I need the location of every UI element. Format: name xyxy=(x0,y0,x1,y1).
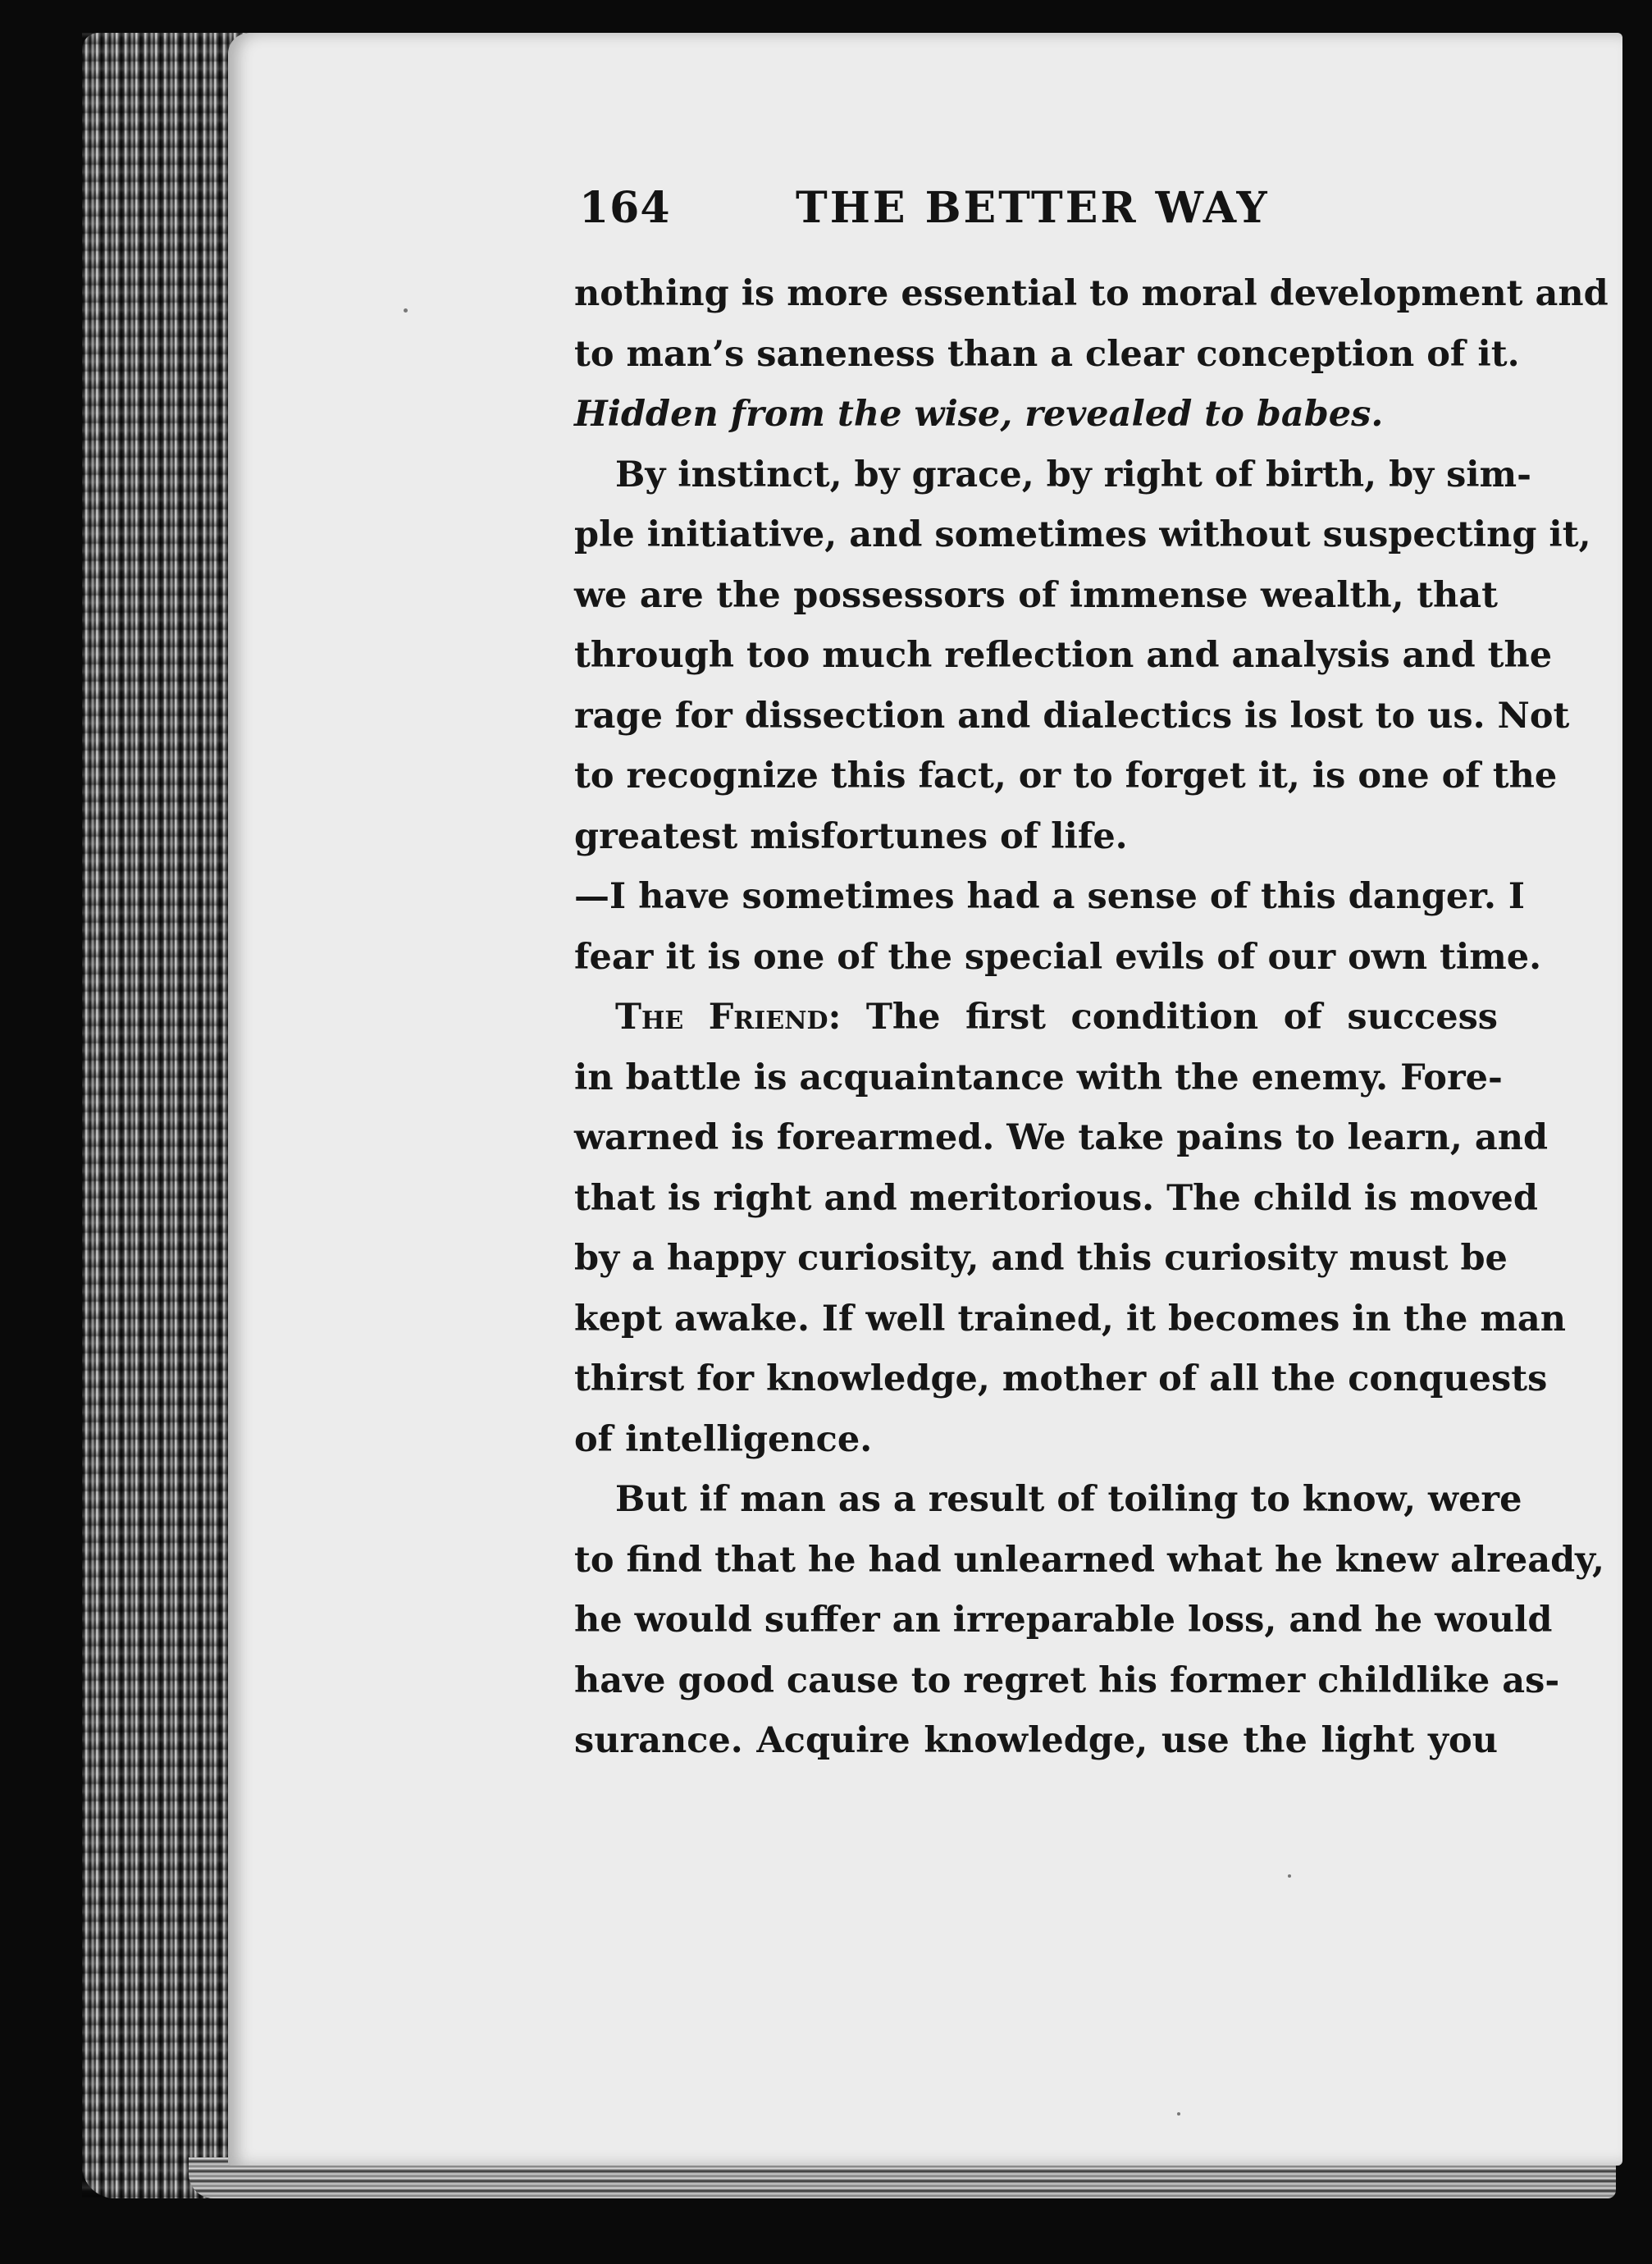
text-line: have good cause to regret his former childlike as- xyxy=(574,1659,1560,1701)
body-text xyxy=(574,264,1609,1772)
dust-speck xyxy=(404,308,408,313)
running-title: THE BETTER WAY xyxy=(796,183,1270,233)
running-head xyxy=(579,183,1293,240)
text-line: kept awake. If well trained, it becomes in the man xyxy=(574,1298,1566,1340)
text-line: But if man as a result of toiling to know, were xyxy=(615,1479,1522,1520)
text-line: nothing is more essential to moral development and xyxy=(574,273,1609,314)
text-line: —I have sometimes had a sense of this danger. I xyxy=(574,876,1526,917)
page-number: 164 xyxy=(579,183,671,233)
page-edges xyxy=(82,33,246,2198)
text-line: by a happy curiosity, and this curiosity must be xyxy=(574,1238,1508,1279)
text-line: ple initiative, and sometimes without suspecting it, xyxy=(574,514,1591,555)
text-line: rage for dissection and dialectics is lost to us. Not xyxy=(574,695,1570,737)
text-line: he would suffer an irreparable loss, and he would xyxy=(574,1600,1553,1641)
dust-speck xyxy=(1288,1874,1291,1878)
text-line: thirst for knowledge, mother of all the conquests xyxy=(574,1358,1548,1399)
text-line: of intelligence. xyxy=(574,1418,873,1460)
text-line: fear it is one of the special evils of our own time. xyxy=(574,936,1542,978)
text-line: greatest misfortunes of life. xyxy=(574,815,1128,857)
text-line: warned is forearmed. We take pains to learn, and xyxy=(574,1117,1549,1158)
text-line: to recognize this fact, or to forget it, is one of the xyxy=(574,755,1558,797)
dust-speck xyxy=(1177,2112,1180,2116)
text-line: surance. Acquire knowledge, use the light you xyxy=(574,1720,1498,1761)
text-line: to man’s saneness than a clear conception of it. xyxy=(574,333,1520,375)
text-line: in battle is acquaintance with the enemy. Fore- xyxy=(574,1057,1503,1098)
text-line: that is right and meritorious. The child is moved xyxy=(574,1177,1538,1219)
text-line: to find that he had unlearned what he knew already, xyxy=(574,1539,1604,1581)
text-line: we are the possessors of immense wealth, that xyxy=(574,574,1498,616)
text-line: through too much reflection and analysis and the xyxy=(574,635,1553,676)
text-line: By instinct, by grace, by right of birth, by sim- xyxy=(615,454,1531,495)
text-line: Hidden from the wise, revealed to babes. xyxy=(574,394,1384,435)
text-line: The Friend: The first condition of success xyxy=(615,997,1498,1038)
